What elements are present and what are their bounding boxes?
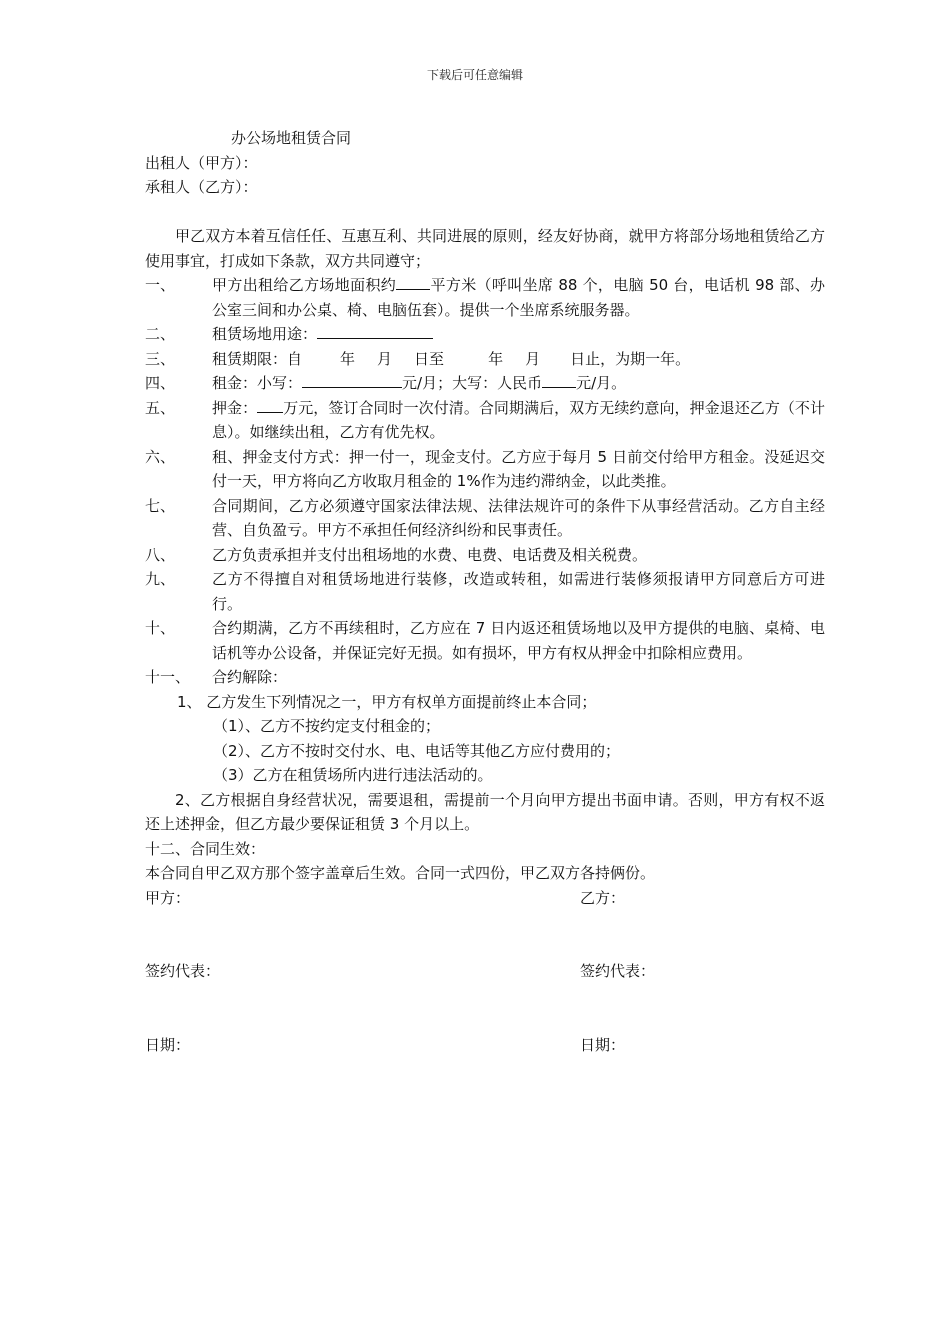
intro-paragraph: 甲乙双方本着互信任任、互惠互利、共同进展的原则，经友好协商，就甲方将部分场地租赁给乙方使用事宜，打成如下条款，双方共同遵守； (145, 227, 825, 270)
rep-a-label: 签约代表： (145, 962, 221, 980)
party-a-label: 甲方： (145, 888, 191, 907)
purpose-blank (317, 322, 433, 339)
clause-text: 乙方负责承担并支付出租场地的水费、电费、电话费及相关税费。 (212, 545, 648, 564)
clause-text: 合约解除： (212, 668, 288, 686)
termination-sub-1: （1）、乙方不按约定支付租金的； (213, 717, 441, 735)
clause-11 (145, 665, 825, 690)
clause-10 (145, 616, 825, 665)
clause-1 (145, 273, 825, 322)
header-note: 下载后可任意编辑 (426, 68, 523, 82)
effective-text: 本合同自甲乙双方那个签字盖章后生效。合同一式四份，甲乙双方各持俩份。 (145, 864, 656, 882)
clause-2 (145, 322, 825, 347)
clause-3-year-1: 年 (340, 349, 356, 368)
clause-3-text-d: 日至 (414, 349, 445, 368)
clause-number: 七、 (145, 496, 176, 515)
clause-text: 合同期间，乙方必须遵守国家法律法规、法律法规许可的条件下从事经营活动。乙方自主经营、自负盈亏。甲方不承担任何经济纠纷和民事责任。 (212, 496, 825, 539)
clause-3-text-a: 租赁期限：自 (212, 349, 303, 368)
termination-item-2: 2、乙方根据自身经营状况，需要退租，需提前一个月向甲方提出书面申请。否则，甲方有权不返还上述押金，但乙方最少要保证租赁 3 个月以上。 (145, 790, 825, 833)
termination-sub-3: （3）乙方在租赁场所内进行违法活动的。 (213, 766, 493, 784)
signature-space (145, 984, 825, 1033)
clause-number: 三、 (145, 349, 176, 368)
clause-text (212, 371, 825, 396)
clause-3-year-2: 年 (488, 349, 504, 368)
signature-space (145, 910, 825, 959)
clause-7 (145, 494, 825, 543)
date-a-label: 日期： (145, 1035, 191, 1054)
clause-3-month-2: 月 (525, 349, 541, 368)
clause-2-text-a: 租赁场地用途： (212, 325, 318, 343)
clause-3-month-1: 月 (377, 349, 393, 368)
clause-number: 五、 (145, 398, 176, 417)
clause-text (212, 396, 825, 445)
clause-text (212, 273, 825, 322)
clause-8 (145, 543, 825, 568)
clause-text (212, 322, 825, 347)
party-b-label: 乙方： (580, 888, 626, 907)
lessor-line: 出租人（甲方）： (145, 153, 258, 172)
effective-heading: 十二、合同生效： (145, 839, 266, 858)
date-b-label: 日期： (580, 1035, 626, 1054)
clause-4-text-a: 租金：小写： (212, 374, 303, 392)
clause-text: 合约期满，乙方不再续租时，乙方应在 7 日内返还租赁场地以及甲方提供的电脑、桌椅、电话机等办公设备，并保证完好无损。如有损坏，甲方有权从押金中扣除相应费用。 (212, 619, 825, 662)
clause-6 (145, 445, 825, 494)
clause-number: 一、 (145, 276, 176, 294)
rent-small-blank (302, 371, 402, 388)
clause-text: 租、押金支付方式：押一付一，现金支付。乙方应于每月 5 日前交付给甲方租金。没延迟交付一天，甲方将向乙方收取月租金的 1%作为违约滞纳金，以此类推。 (212, 447, 825, 490)
lessee-line: 承租人（乙方）： (145, 178, 258, 196)
rep-b-label: 签约代表： (580, 962, 656, 980)
clause-number: 十、 (145, 619, 176, 637)
rent-big-blank (542, 371, 576, 388)
clause-5 (145, 396, 825, 445)
deposit-blank (257, 396, 283, 413)
party-row (145, 886, 825, 911)
clause-3-text-g: 日止，为期一年。 (570, 349, 691, 368)
clause-number: 四、 (145, 374, 176, 392)
clause-9 (145, 567, 825, 616)
clause-text (212, 347, 825, 372)
clause-5-text-a: 押金： (212, 398, 258, 417)
termination-sub-2: （2）、乙方不按时交付水、电、电话等其他乙方应付费用的； (213, 741, 621, 760)
clause-1-text-a: 甲方出租给乙方场地面积约 (212, 276, 397, 294)
clause-3 (145, 347, 825, 372)
clause-1-text-b: 平方米（呼叫坐席 88 个，电脑 50 台，电话机 98 部、办公室三间和办公桌、椅、电脑伍套）。提供一个坐席系统服务器。 (212, 276, 825, 319)
clause-4-text-c: 元/月。 (576, 374, 627, 392)
clause-text: 乙方不得擅自对租赁场地进行装修，改造或转租，如需进行装修须报请甲方同意后方可进行。 (212, 570, 825, 613)
date-row (145, 1033, 825, 1058)
clause-4-text-b: 元/月；大写：人民币 (402, 374, 543, 392)
termination-item-1: 1、 乙方发生下列情况之一，甲方有权单方面提前终止本合同； (177, 692, 597, 711)
contract-body (145, 126, 825, 1057)
contract-title: 办公场地租赁合同 (231, 129, 352, 147)
clause-number: 九、 (145, 570, 176, 588)
clause-number: 八、 (145, 545, 176, 564)
clause-5-text-b: 万元，签订合同时一次付清。合同期满后，双方无续约意向，押金退还乙方（不计息）。如继续出租，乙方有优先权。 (212, 398, 825, 441)
clause-number: 六、 (145, 447, 176, 466)
clause-4 (145, 371, 825, 396)
representative-row (145, 959, 825, 984)
area-blank (396, 273, 430, 290)
clause-number: 十一、 (145, 668, 191, 686)
blank-line (145, 200, 825, 225)
clause-number: 二、 (145, 325, 176, 343)
